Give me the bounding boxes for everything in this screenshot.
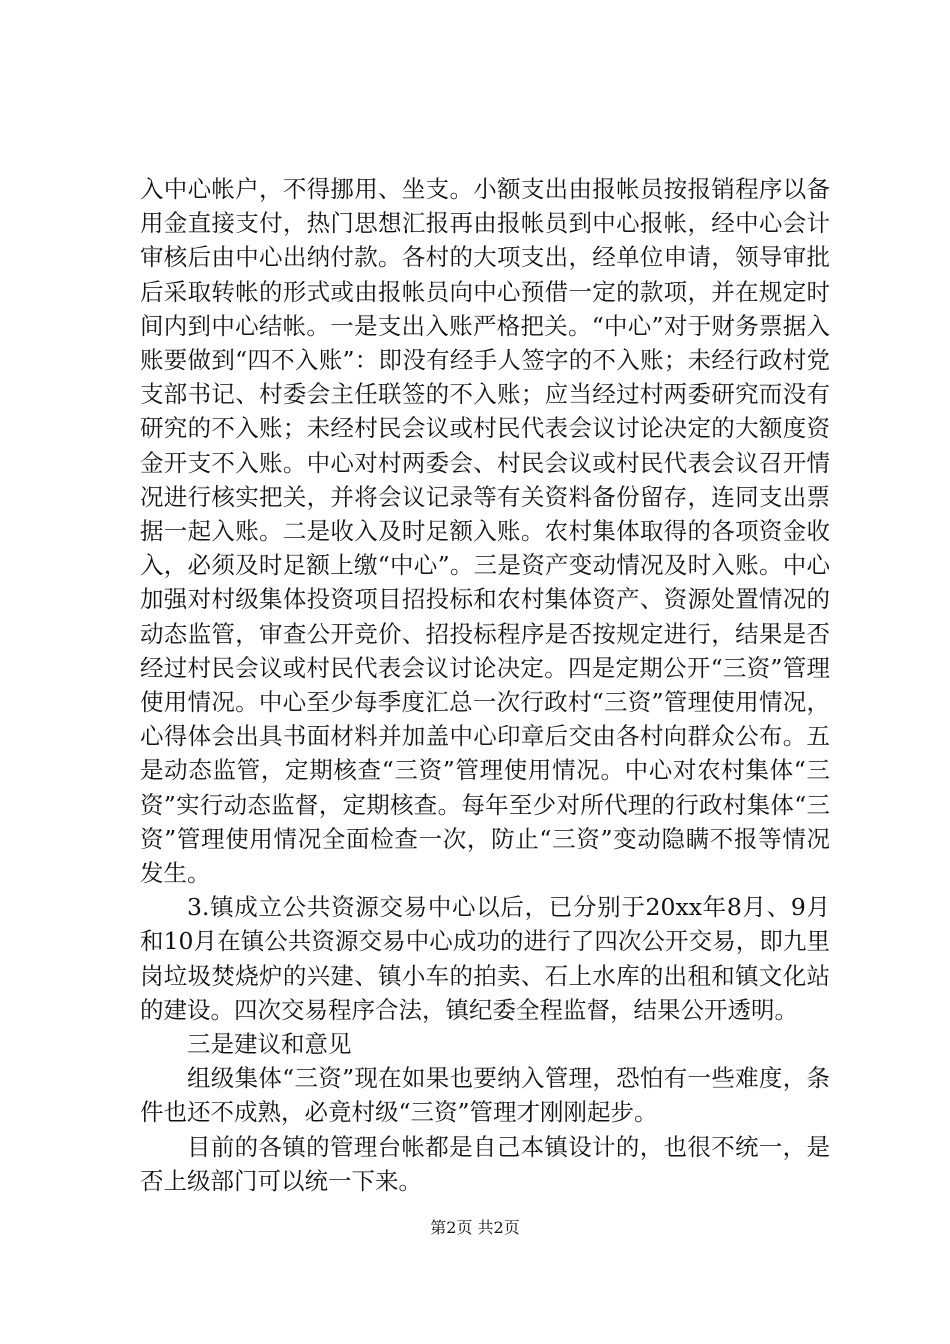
section-heading-suggestions: 三是建议和意见: [187, 1030, 352, 1059]
paragraph-finance-procedure: 入中心帐户，不得挪用、坐支。小额支出由报帐员按报销程序以备用金直接支付，热门思想汇报再由报帐员到中心报帐，经中心会计审核后由中心出纳付款。各村的大项支出，经单位申请，领导审批后采取转帐的形式或由报帐员向中心预借一定的款项，并在规定时间内到中心结帐。一是支出入账严格把关。“中心”对于财务票据入账要做到“四不入账”：即没有经手人签字的不入账；未经行政村党支部书记、村委会主任联签的不入账；应当经过村两委研究而没有研究的不入账；未经村民会议或村民代表会议讨论决定的大额度资金开支不入账。中心对村两委会、村民会议或村民代表会议召开情况进行核实把关，并将会议记录等有关资料备份留存，连同支出票据一起入账。二是收入及时足额入账。农村集体取得的各项资金收入，必须及时足额上缴“中心”。三是资产变动情况及时入账。中心加强对村级集体投资项目招投标和农村集体资产、资源处置情况的动态监管，审查公开竞价、招投标程序是否按规定进行，结果是否经过村民会议或村民代表会议讨论决定。四是定期公开“三资”管理使用情况。中心至少每季度汇总一次行政村“三资”管理使用情况，心得体会出具书面材料并加盖中心印章后交由各村向群众公布。五是动态监管，定期核查“三资”管理使用情况。中心对农村集体“三资”实行动态监督，定期核查。每年至少对所代理的行政村集体“三资”管理使用情况全面检查一次，防止“三资”变动隐瞒不报等情况发生。: [140, 175, 830, 888]
paragraph-suggestion-2: 目前的各镇的管理台帐都是自己本镇设计的，也很不统一，是否上级部门可以统一下来。: [140, 1132, 830, 1195]
page-footer: 第2页 共2页: [430, 1218, 520, 1237]
paragraph-suggestion-1: 组级集体“三资”现在如果也要纳入管理，恐怕有一些难度，条件也还不成熟，必竟村级“三资”管理才刚刚起步。: [140, 1064, 830, 1127]
document-body: [140, 172, 830, 1198]
paragraph-public-resource-trading: 3.镇成立公共资源交易中心以后，已分别于20xx年8月、9月和10月在镇公共资源交易中心成功的进行了四次公开交易，即九里岗垃圾焚烧炉的兴建、镇小车的拍卖、石上水库的出租和镇文化站的建设。四次交易程序合法，镇纪委全程监督，结果公开透明。: [140, 893, 830, 1024]
